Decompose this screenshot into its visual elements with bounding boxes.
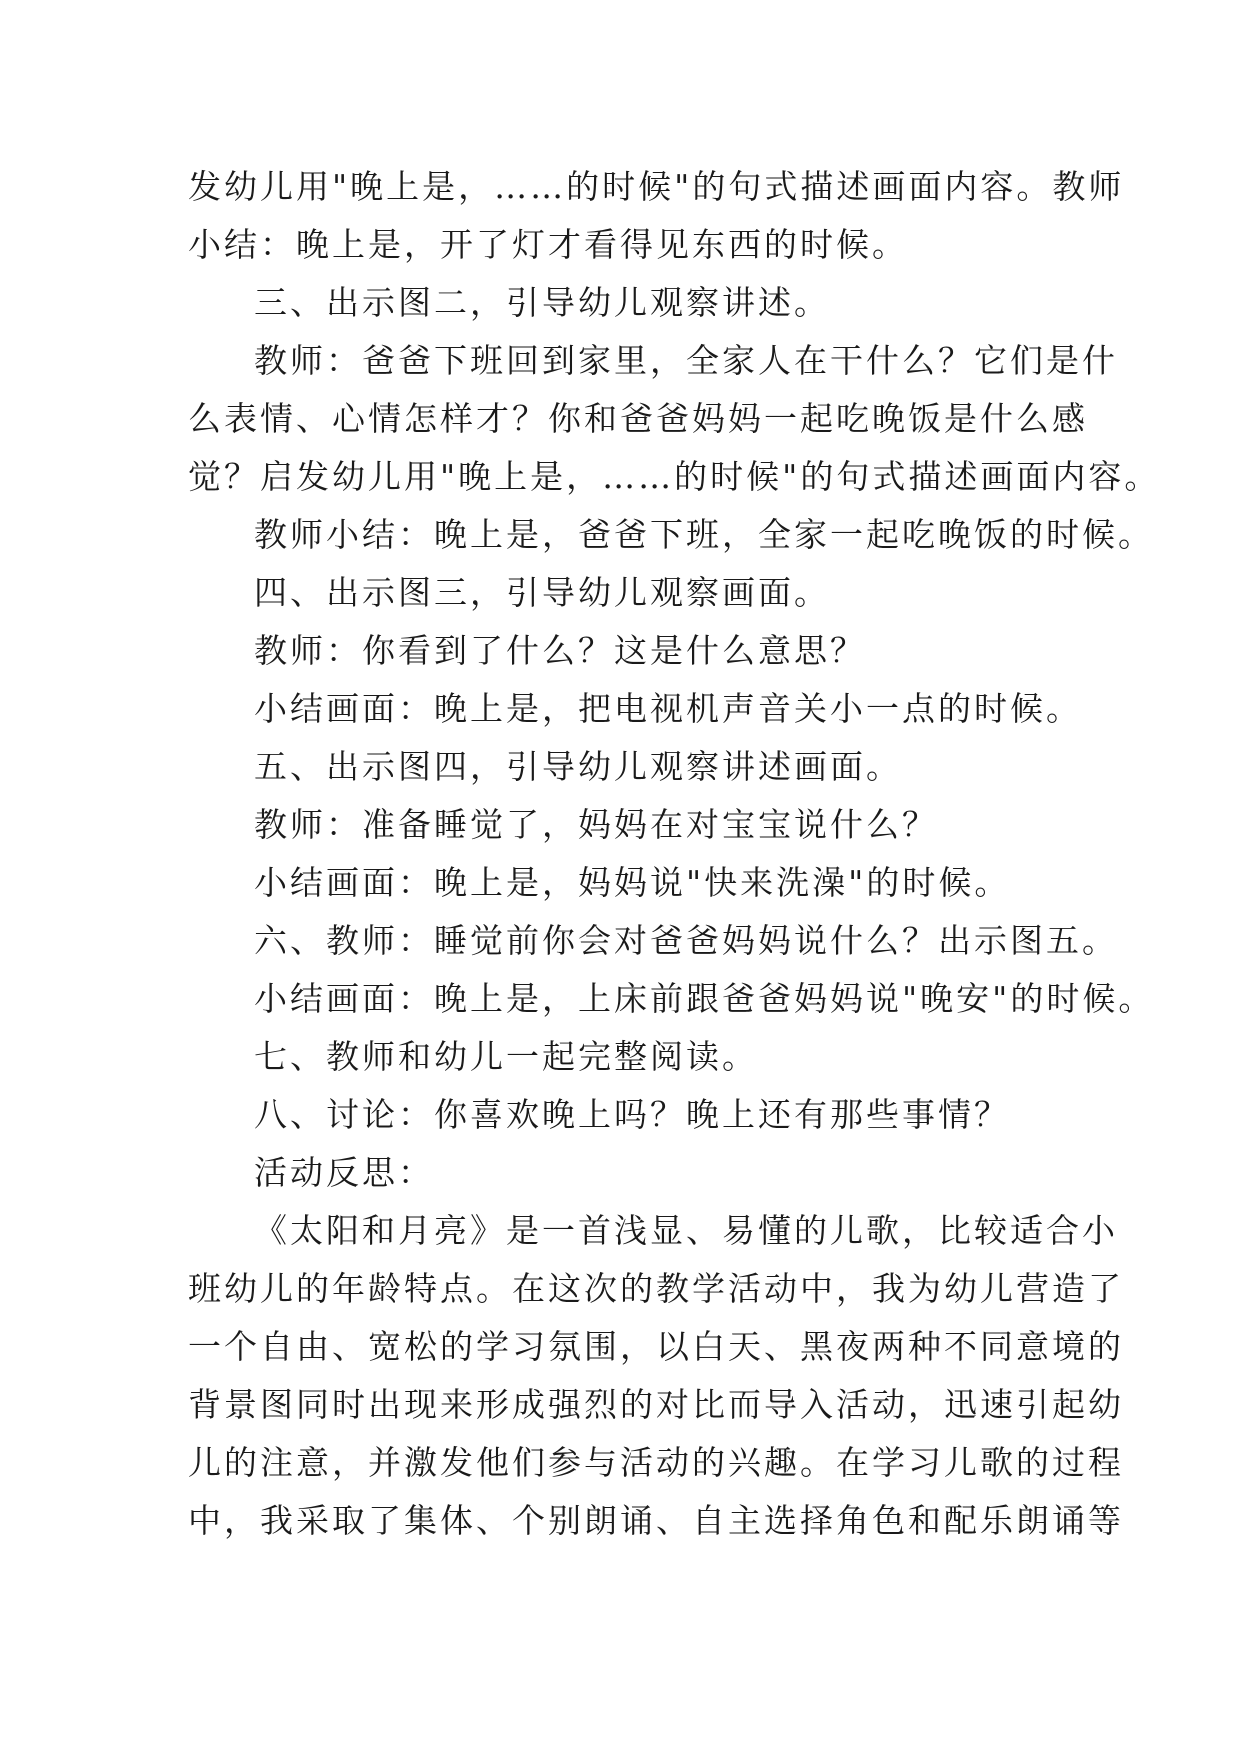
text-line: 一个自由、宽松的学习氛围，以白天、黑夜两种不同意境的 [188, 1327, 1124, 1366]
section-heading: 五、出示图四，引导幼儿观察讲述画面。 [254, 747, 902, 786]
text-line: 么表情、心情怎样才？你和爸爸妈妈一起吃晚饭是什么感 [188, 399, 1088, 438]
section-heading: 四、出示图三，引导幼儿观察画面。 [254, 573, 830, 612]
text-line: 《太阳和月亮》是一首浅显、易懂的儿歌，比较适合小 [254, 1211, 1118, 1250]
section-heading: 三、出示图二，引导幼儿观察讲述。 [254, 283, 830, 322]
document-body [188, 158, 1161, 1550]
text-line: 小结画面：晚上是，把电视机声音关小一点的时候。 [254, 689, 1082, 728]
text-line: 教师：你看到了什么？这是什么意思？ [254, 631, 866, 670]
text-line: 儿的注意，并激发他们参与活动的兴趣。在学习儿歌的过程 [188, 1443, 1124, 1482]
section-heading: 七、教师和幼儿一起完整阅读。 [254, 1037, 758, 1076]
text-line: 小结画面：晚上是，妈妈说"快来洗澡"的时候。 [254, 863, 1011, 902]
text-line: 教师：爸爸下班回到家里，全家人在干什么？它们是什 [254, 341, 1118, 380]
text-line: 班幼儿的年龄特点。在这次的教学活动中，我为幼儿营造了 [188, 1269, 1124, 1308]
section-heading: 活动反思： [254, 1153, 434, 1192]
text-line: 教师：准备睡觉了，妈妈在对宝宝说什么？ [254, 805, 938, 844]
text-line: 觉？启发幼儿用"晚上是，……的时候"的句式描述画面内容。 [188, 457, 1161, 496]
section-heading: 八、讨论：你喜欢晚上吗？晚上还有那些事情？ [254, 1095, 1010, 1134]
section-heading: 六、教师：睡觉前你会对爸爸妈妈说什么？出示图五。 [254, 921, 1118, 960]
text-line: 小结画面：晚上是，上床前跟爸爸妈妈说"晚安"的时候。 [254, 979, 1155, 1018]
text-line: 背景图同时出现来形成强烈的对比而导入活动，迅速引起幼 [188, 1385, 1124, 1424]
text-line: 发幼儿用"晚上是，……的时候"的句式描述画面内容。教师 [188, 167, 1125, 206]
text-line: 中，我采取了集体、个别朗诵、自主选择角色和配乐朗诵等 [188, 1501, 1124, 1540]
text-line: 教师小结：晚上是，爸爸下班，全家一起吃晚饭的时候。 [254, 515, 1154, 554]
text-line: 小结：晚上是，开了灯才看得见东西的时候。 [188, 225, 908, 264]
